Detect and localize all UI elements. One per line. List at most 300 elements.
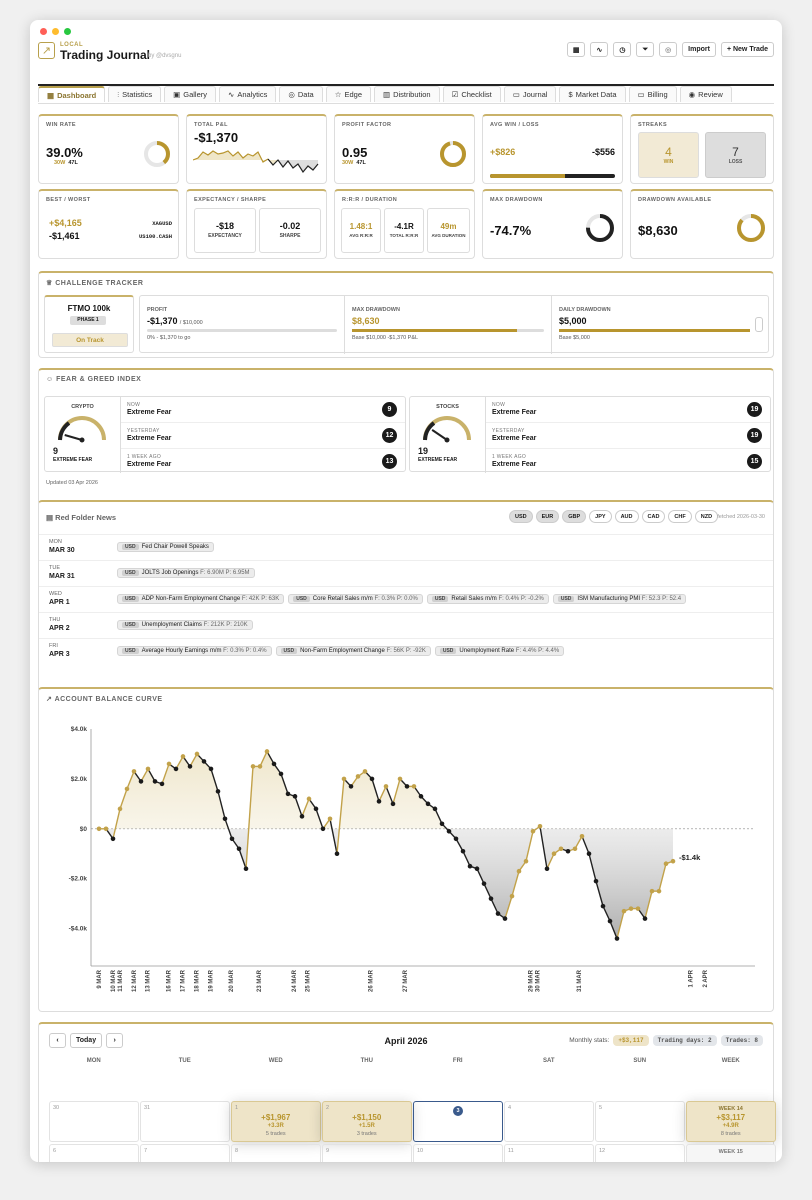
balance-point[interactable] (524, 859, 529, 864)
avg-win-value: +$826 (490, 147, 516, 157)
event-forecast: F: 0.3% (223, 648, 244, 654)
fg-gauge (55, 414, 111, 444)
balance-point[interactable] (587, 851, 592, 856)
trading-days-badge: Trading days: 2 (653, 1035, 717, 1046)
event-currency: USD (122, 596, 139, 602)
balance-point[interactable] (503, 916, 508, 921)
calendar-month: April 2026 (384, 1036, 428, 1046)
main-tabs (38, 86, 774, 104)
weekday-header: SUN (633, 1058, 647, 1064)
day-number: 10 (417, 1148, 424, 1154)
tab-review[interactable] (680, 86, 732, 102)
balance-point[interactable] (307, 797, 312, 802)
balance-point[interactable] (272, 762, 277, 767)
x-tick-label: 24 MAR (291, 970, 298, 993)
balance-point[interactable] (384, 784, 389, 789)
fg-updated: Updated 03 Apr 2026 (46, 480, 98, 486)
balance-point[interactable] (650, 889, 655, 894)
balance-point[interactable] (510, 894, 515, 899)
profit-factor-ring (438, 139, 468, 169)
balance-point[interactable] (104, 826, 109, 831)
news-day-row (39, 560, 773, 586)
expectancy-label: EXPECTANCY / SHARPE (194, 197, 267, 203)
balance-point[interactable] (111, 836, 116, 841)
loss-streak-label: LOSS (728, 159, 743, 165)
balance-point[interactable] (643, 916, 648, 921)
pf-losses: 47L (356, 160, 366, 166)
balance-point[interactable] (118, 807, 123, 812)
calendar-day[interactable] (504, 1144, 594, 1162)
balance-point[interactable] (545, 866, 550, 871)
tab-label: Journal (522, 90, 548, 99)
event-currency: USD (440, 648, 457, 654)
event-previous: P: 210K (226, 622, 248, 628)
status-badge: On Track (52, 333, 128, 347)
balance-point[interactable] (398, 777, 403, 782)
day-number: 9 (326, 1148, 330, 1154)
news-event[interactable] (276, 646, 431, 656)
news-dow: THU (49, 617, 61, 623)
fg-label: STOCKS (436, 404, 459, 410)
filter-icon[interactable]: ⏷ (636, 42, 654, 57)
balance-point[interactable] (342, 777, 347, 782)
fear-greed-title: ☺ FEAR & GREED INDEX (46, 376, 142, 383)
fg-row (121, 397, 405, 422)
week-label: WEEK 15 (718, 1149, 743, 1155)
balance-point[interactable] (566, 849, 571, 854)
event-currency: USD (122, 544, 139, 550)
new-trade-button[interactable]: + New Trade (721, 42, 774, 57)
balance-point[interactable] (391, 802, 396, 807)
tab-icon: ◉ (688, 90, 696, 99)
weekday-header: SAT (542, 1058, 555, 1064)
profit-note: 0% - $1,370 to go (147, 335, 191, 341)
x-tick-label: 11 MAR (117, 970, 124, 992)
currency-filter-gbp[interactable]: GBP (562, 510, 586, 523)
calendar-day[interactable] (322, 1101, 412, 1142)
fg-row-value: Extreme Fear (492, 435, 537, 443)
x-tick-label: 19 MAR (208, 970, 215, 993)
news-date: APR 1 (49, 599, 70, 606)
event-forecast: F: 42K (241, 596, 260, 602)
tab-billing[interactable] (629, 86, 677, 102)
win-streak-label: WIN (663, 159, 674, 165)
avg-win-loss-card (482, 114, 623, 184)
balance-point[interactable] (601, 904, 606, 909)
news-day-row (39, 638, 773, 664)
balance-point[interactable] (181, 754, 186, 759)
monthly-pnl-badge: +$3,117 (613, 1035, 648, 1046)
week-summary-cell[interactable] (686, 1144, 776, 1162)
news-event[interactable] (288, 594, 423, 604)
scroll-handle[interactable] (755, 317, 763, 332)
toolbar (567, 42, 774, 57)
day-pnl: +$1,150 (352, 1113, 382, 1122)
best-symbol: XAGUSD (152, 220, 172, 227)
balance-point[interactable] (160, 782, 165, 787)
balance-point[interactable] (517, 869, 522, 874)
day-r: +4.9R (722, 1123, 739, 1129)
event-name: Fed Chair Powell Speaks (141, 544, 209, 550)
calendar-day[interactable] (322, 1144, 412, 1162)
balance-point[interactable] (335, 851, 340, 856)
tab-gallery[interactable] (164, 86, 216, 102)
day-number: 30 (53, 1105, 60, 1111)
balance-point[interactable] (363, 769, 368, 774)
event-name: ADP Non-Farm Employment Change (141, 596, 241, 602)
balance-point[interactable] (265, 749, 270, 754)
profit-factor-value: 0.95 (342, 145, 368, 160)
worst-value: -$1,461 (49, 231, 80, 241)
balance-point[interactable] (608, 919, 613, 924)
tab-label: Analytics (237, 90, 268, 99)
avg-rr-value: 1.48:1 (349, 222, 373, 231)
app-header (38, 42, 774, 86)
daily-label: DAILY DRAWDOWN (559, 307, 611, 313)
event-forecast: F: 4.4% (515, 648, 537, 654)
news-event[interactable] (117, 620, 253, 630)
tab-icon: ⫶ (117, 89, 120, 99)
event-forecast: F: 0.4% (498, 596, 520, 602)
app-title: Trading Journal (60, 48, 151, 62)
news-day-row (39, 586, 773, 612)
challenge-title: ♕ CHALLENGE TRACKER (46, 280, 144, 287)
profit-target: / $10,000 (179, 320, 203, 326)
news-event[interactable] (553, 594, 686, 604)
app-window (30, 20, 782, 1162)
calendar-day[interactable] (595, 1144, 685, 1162)
max-dd-value: -74.7% (490, 223, 532, 238)
weekday-header: WEEK (721, 1058, 740, 1064)
tab-label: Dashboard (57, 90, 97, 100)
balance-point[interactable] (559, 846, 564, 851)
win-streak-box (638, 132, 699, 178)
next-month-button[interactable]: › (106, 1033, 123, 1048)
balance-point[interactable] (657, 889, 662, 894)
pulse-icon[interactable]: ∿ (590, 42, 608, 57)
avg-loss-value: -$556 (591, 147, 615, 157)
day-number: 7 (144, 1148, 148, 1154)
balance-point[interactable] (489, 896, 494, 901)
x-tick-label: 30 MAR (535, 970, 542, 993)
currency-filter-eur[interactable]: EUR (536, 510, 560, 523)
balance-point[interactable] (202, 759, 207, 764)
balance-point[interactable] (440, 822, 445, 827)
balance-point[interactable] (258, 764, 263, 769)
calendar-day[interactable] (413, 1101, 503, 1142)
balance-point[interactable] (132, 769, 137, 774)
tab-label: Data (297, 90, 314, 99)
fg-row (486, 397, 770, 422)
balance-point[interactable] (580, 834, 585, 839)
event-previous: P: -0.2% (520, 596, 544, 602)
balance-point[interactable] (552, 851, 557, 856)
event-previous: P: 52.4 (662, 596, 682, 602)
balance-point[interactable] (153, 779, 158, 784)
balance-point[interactable] (314, 807, 319, 812)
clock-icon[interactable]: ◷ (613, 42, 631, 57)
tab-icon: ▭ (512, 90, 520, 99)
balance-point[interactable] (216, 789, 221, 794)
x-tick-label: 16 MAR (166, 970, 173, 993)
day-r: +3.3R (267, 1123, 284, 1129)
event-name: Core Retail Sales m/m (312, 596, 373, 602)
fg-row-score: 19 (747, 428, 762, 443)
currency-filter-nzd[interactable]: NZD (695, 510, 718, 523)
x-tick-label: 1 APR (688, 970, 695, 988)
balance-point[interactable] (461, 849, 466, 854)
news-event[interactable] (117, 542, 214, 552)
news-title: ▤ Red Folder News (46, 513, 117, 522)
event-currency: USD (122, 622, 139, 628)
close-dot[interactable] (40, 28, 47, 35)
worst-symbol: US100.CASH (138, 233, 172, 240)
balance-chart (39, 709, 775, 1009)
event-previous: P: 0.0% (396, 596, 418, 602)
balance-point[interactable] (300, 814, 305, 819)
balance-point[interactable] (209, 767, 214, 772)
balance-point[interactable] (405, 784, 410, 789)
news-event[interactable] (427, 594, 549, 604)
calendar-day[interactable] (140, 1101, 230, 1142)
x-tick-label: 25 MAR (305, 970, 312, 993)
x-tick-label: 23 MAR (257, 970, 264, 993)
balance-point[interactable] (230, 836, 235, 841)
balance-point[interactable] (594, 879, 599, 884)
balance-point[interactable] (377, 799, 382, 804)
balance-point[interactable] (531, 829, 536, 834)
rr-label: R:R:R / DURATION (342, 197, 398, 203)
fg-row (121, 448, 405, 473)
win-rate-value: 39.0% (46, 145, 83, 160)
avg-wl-label: AVG WIN / LOSS (490, 122, 539, 128)
news-date: APR 2 (49, 625, 70, 632)
balance-point[interactable] (412, 784, 417, 789)
fg-row-value: Extreme Fear (127, 409, 172, 416)
balance-point[interactable] (286, 792, 291, 797)
event-previous: P: 63K (261, 596, 280, 602)
balance-point[interactable] (622, 909, 627, 914)
tab-market-data[interactable] (559, 86, 625, 102)
currency-filter-jpy[interactable]: JPY (589, 510, 611, 523)
minimize-dot[interactable] (52, 28, 59, 35)
tab-icon: ▦ (47, 90, 55, 100)
fg-value: 19 (418, 446, 429, 456)
calendar-day[interactable] (413, 1144, 503, 1162)
tab-label: Distribution (393, 90, 431, 99)
prev-month-button[interactable]: ‹ (49, 1033, 66, 1048)
best-worst-card (38, 189, 179, 259)
win-rate-ring (142, 139, 172, 169)
event-currency: USD (122, 570, 139, 576)
streaks-label: STREAKS (638, 122, 668, 128)
week-summary-cell[interactable] (686, 1101, 776, 1142)
tab-icon: ☑ (451, 90, 459, 99)
total-pnl-card (186, 114, 327, 184)
currency-filter-aud[interactable]: AUD (615, 510, 639, 523)
news-event[interactable] (435, 646, 564, 656)
folder-icon: ▤ (46, 513, 56, 522)
import-button[interactable]: Import (682, 42, 716, 57)
tab-statistics[interactable] (108, 86, 161, 102)
event-forecast: F: 52.3 (641, 596, 661, 602)
event-currency: USD (122, 648, 139, 654)
challenge-metrics (139, 295, 769, 353)
tab-checklist[interactable] (443, 86, 501, 102)
event-previous: P: 4.4% (538, 648, 560, 654)
tab-icon: ▭ (637, 90, 645, 99)
win-rate-card (38, 114, 179, 184)
calendar-day[interactable] (140, 1144, 230, 1162)
tab-journal[interactable] (504, 86, 557, 102)
total-pnl-label: TOTAL P&L (194, 122, 228, 128)
fg-row-label: NOW (127, 402, 141, 408)
fg-value: 9 (53, 446, 59, 456)
fg-row-label: YESTERDAY (127, 428, 160, 435)
balance-point[interactable] (321, 826, 326, 831)
event-previous: P: 6.95M (225, 570, 250, 576)
trades-badge: Trades: 8 (721, 1035, 763, 1046)
news-date: MAR 30 (49, 547, 75, 554)
balance-point[interactable] (468, 864, 473, 869)
tab-edge[interactable] (326, 86, 371, 102)
currency-filter-chf[interactable]: CHF (668, 510, 691, 523)
news-event[interactable] (117, 646, 272, 656)
balance-point[interactable] (174, 767, 179, 772)
total-rr-value: -4.1R (394, 222, 414, 231)
balance-point[interactable] (454, 836, 459, 841)
currency-filter-cad[interactable]: CAD (642, 510, 666, 523)
balance-point[interactable] (482, 881, 487, 886)
calendar-day[interactable] (504, 1101, 594, 1142)
losses-count: 47L (68, 160, 78, 166)
balance-point[interactable] (328, 817, 333, 822)
balance-point[interactable] (97, 826, 102, 831)
balance-point[interactable] (419, 794, 424, 799)
balance-point[interactable] (167, 762, 172, 767)
x-tick-label: 13 MAR (145, 970, 152, 993)
balance-point[interactable] (237, 846, 242, 851)
balance-point[interactable] (188, 764, 193, 769)
news-dow: FRI (49, 643, 58, 649)
today-button[interactable]: Today (70, 1033, 102, 1048)
balance-point[interactable] (636, 906, 641, 911)
fg-desc: EXTREME FEAR (53, 457, 93, 463)
balance-point[interactable] (573, 846, 578, 851)
calendar-day[interactable] (49, 1144, 139, 1162)
balance-point[interactable] (538, 824, 543, 829)
event-currency: USD (281, 648, 298, 654)
day-number: 4 (508, 1105, 512, 1111)
balance-point[interactable] (356, 774, 361, 779)
event-currency: USD (432, 596, 449, 602)
tab-analytics[interactable] (219, 86, 276, 102)
balance-point[interactable] (244, 866, 249, 871)
event-currency: USD (558, 596, 575, 602)
currency-filter-usd[interactable]: USD (509, 510, 533, 523)
tab-distribution[interactable] (374, 86, 440, 102)
grid-icon[interactable]: ▦ (567, 42, 586, 57)
expectancy-sublabel: EXPECTANCY (208, 233, 242, 239)
tab-icon: ▥ (383, 90, 391, 99)
loss-streak-value: 7 (732, 145, 739, 159)
balance-curve-title: ↗ ACCOUNT BALANCE CURVE (46, 696, 163, 703)
calendar-day[interactable] (595, 1101, 685, 1142)
x-tick-label: 10 MAR (110, 970, 117, 993)
fear-greed-panel (38, 368, 774, 510)
day-number: 5 (599, 1105, 603, 1111)
day-pnl: +$3,117 (716, 1113, 746, 1122)
expectancy-value: -$18 (215, 221, 234, 231)
news-day-row (39, 612, 773, 638)
event-forecast: F: 6.90M (200, 570, 224, 576)
fg-row (486, 422, 770, 447)
calendar-day[interactable] (49, 1101, 139, 1142)
news-event[interactable] (117, 594, 284, 604)
balance-point[interactable] (629, 906, 634, 911)
fg-row-label: YESTERDAY (492, 428, 525, 435)
balance-point[interactable] (433, 807, 438, 812)
maximize-dot[interactable] (64, 28, 71, 35)
balance-point[interactable] (223, 817, 228, 822)
total-rr-sublabel: TOTAL R:R:R (389, 233, 419, 238)
balance-point[interactable] (125, 787, 130, 792)
balance-point[interactable] (447, 829, 452, 834)
fg-row-score: 19 (747, 402, 762, 417)
y-tick-label: $4.0k (70, 726, 87, 733)
balance-point[interactable] (279, 772, 284, 777)
weekday-header: WED (268, 1058, 283, 1064)
balance-point[interactable] (251, 764, 256, 769)
balance-point[interactable] (615, 936, 620, 941)
settings-icon[interactable]: ◎ (659, 42, 677, 57)
event-name: Unemployment Rate (459, 648, 515, 654)
chart-logo-icon: ↗ (38, 42, 55, 59)
x-tick-label: 2 APR (703, 970, 709, 988)
fg-row-label: 1 WEEK AGO (127, 453, 162, 460)
y-tick-label: -$2.0k (68, 875, 87, 883)
tab-label: Edge (344, 90, 362, 99)
balance-point[interactable] (195, 752, 200, 757)
balance-point[interactable] (349, 784, 354, 789)
balance-point[interactable] (671, 859, 676, 864)
daily-value: $5,000 (559, 316, 587, 326)
tab-data[interactable] (279, 86, 322, 102)
balance-point[interactable] (475, 866, 480, 871)
event-name: Non-Farm Employment Change (300, 648, 385, 654)
balance-point[interactable] (496, 911, 501, 916)
avg-wl-bar (490, 174, 615, 178)
pf-wins: 30W (342, 160, 354, 166)
best-value: +$4,165 (49, 218, 82, 228)
balance-point[interactable] (146, 767, 151, 772)
fg-row-value: Extreme Fear (492, 460, 537, 468)
balance-point[interactable] (426, 802, 431, 807)
tab-dashboard[interactable] (38, 86, 105, 102)
total-pnl-value: -$1,370 (194, 130, 239, 145)
day-number: 1 (235, 1105, 239, 1111)
currency-filters (509, 510, 718, 523)
news-event[interactable] (117, 568, 255, 578)
balance-point[interactable] (370, 777, 375, 782)
balance-point[interactable] (293, 794, 298, 799)
pnl-sparkline (193, 146, 323, 180)
calendar-day[interactable] (231, 1144, 321, 1162)
balance-point[interactable] (664, 861, 669, 866)
x-tick-label: 31 MAR (577, 970, 584, 993)
balance-point[interactable] (139, 779, 144, 784)
calendar-day[interactable] (231, 1101, 321, 1142)
